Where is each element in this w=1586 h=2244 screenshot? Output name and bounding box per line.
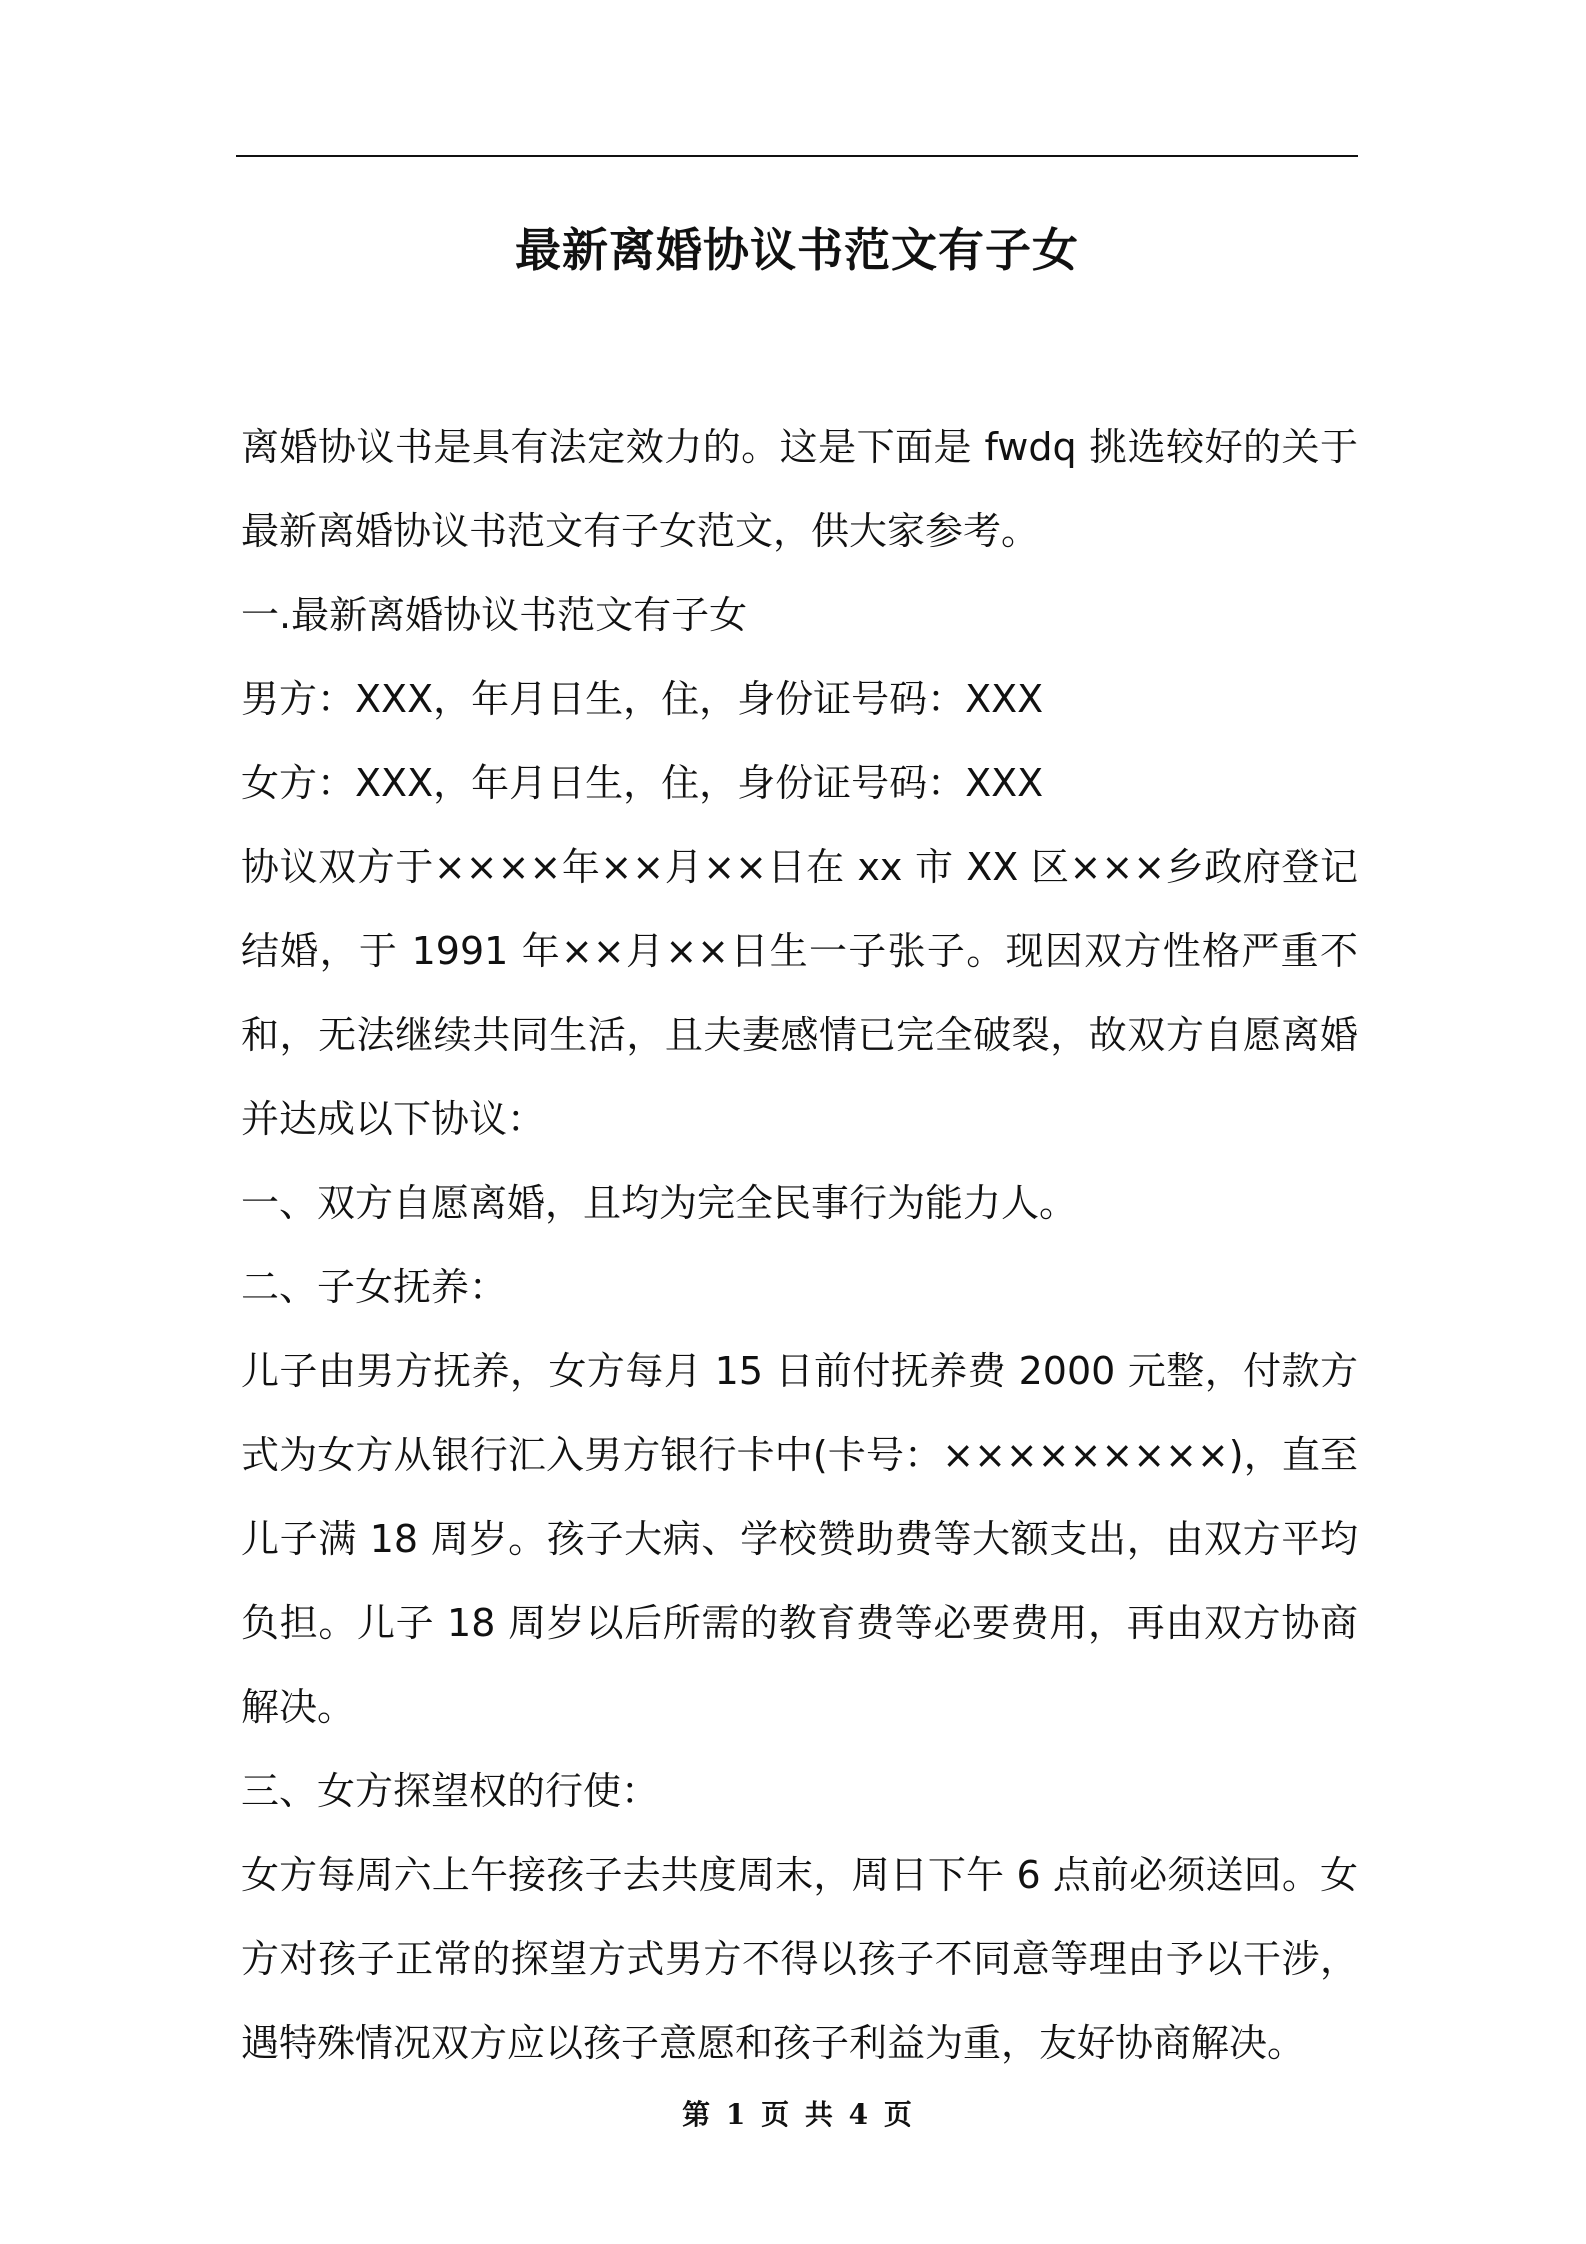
clause-one: 一、双方自愿离婚，且均为完全民事行为能力人。 [241, 1181, 1078, 1225]
clause-three-heading: 三、女方探望权的行使： [241, 1769, 660, 1813]
marriage-background-paragraph: 协议双方于××××年××月××日在 xx 市 XX 区×××乡政府登记结婚，于 1991 年××月××日生一子张子。现因双方性格严重不和，无法继续共同生活，且夫妻感情已完全破裂，故双方自愿离婚并达成以下协议： [241, 845, 1358, 1141]
page-footer: 第 1 页 共 4 页 [682, 2098, 912, 2131]
intro-paragraph: 离婚协议书是具有法定效力的。这是下面是 fwdq 挑选较好的关于最新离婚协议书范文有子女范文，供大家参考。 [241, 425, 1358, 553]
child-support-paragraph: 儿子由男方抚养，女方每月 15 日前付抚养费 2000 元整，付款方式为女方从银行汇入男方银行卡中(卡号：×××××××××)，直至儿子满 18 周岁。孩子大病、学校赞助费等大额支出，由双方平均负担。儿子 18 周岁以后所需的教育费等必要费用，再由双方协商解决。 [241, 1349, 1358, 1729]
document-body [241, 405, 1358, 2085]
clause-two-heading: 二、子女抚养： [241, 1265, 508, 1309]
visitation-paragraph: 女方每周六上午接孩子去共度周末，周日下午 6 点前必须送回。女方对孩子正常的探望方式男方不得以孩子不同意等理由予以干涉，遇特殊情况双方应以孩子意愿和孩子利益为重，友好协商解决。 [241, 1853, 1358, 2065]
female-party-line: 女方：XXX，年月日生，住，身份证号码：XXX [241, 761, 1044, 805]
document-title: 最新离婚协议书范文有子女 [515, 223, 1079, 277]
header-rule [236, 155, 1358, 157]
male-party-line: 男方：XXX，年月日生，住，身份证号码：XXX [241, 677, 1044, 721]
section-heading: 一.最新离婚协议书范文有子女 [241, 593, 748, 637]
